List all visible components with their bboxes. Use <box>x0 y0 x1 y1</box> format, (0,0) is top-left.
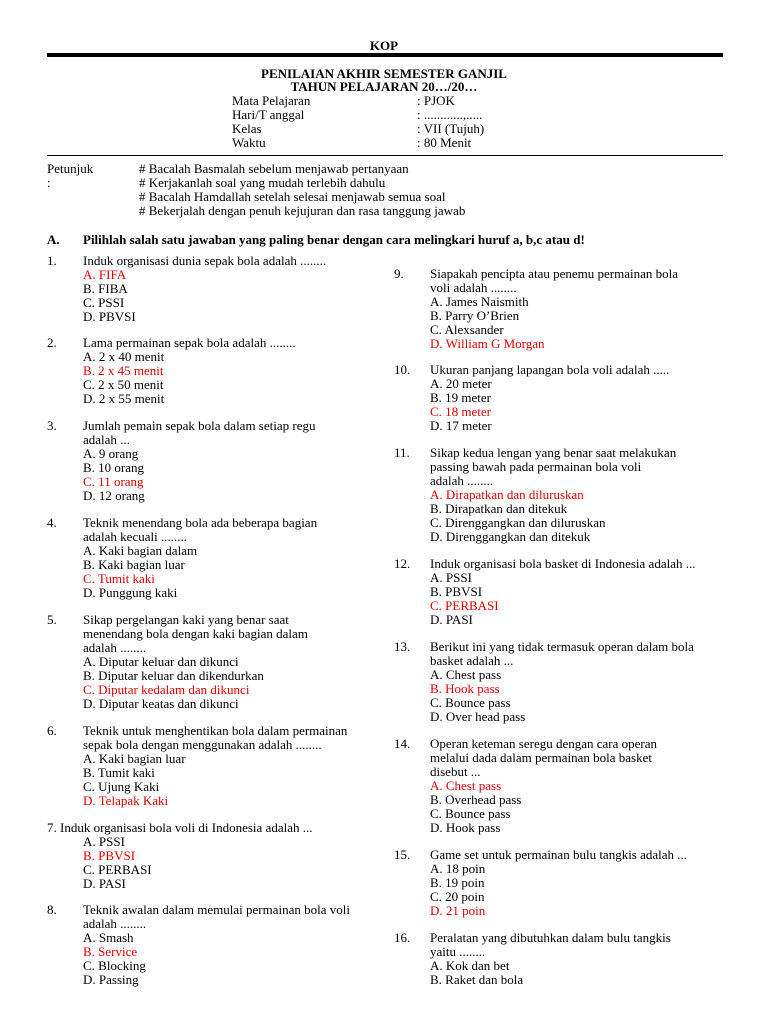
answer-option-correct: B. Service <box>83 944 138 959</box>
exam-meta <box>232 94 484 150</box>
answer-option-correct: D. 21 poin <box>430 903 486 918</box>
answer-option: B. FIBA <box>83 281 128 296</box>
exam-title: PENILAIAN AKHIR SEMESTER GANJIL <box>261 66 507 81</box>
question-text: Siapakah pencipta atau penemu permainan bola <box>430 266 678 281</box>
question-8 <box>47 903 350 987</box>
question-number: 13. <box>394 639 411 654</box>
question-15 <box>394 848 687 918</box>
answer-option: D. PASI <box>83 876 126 891</box>
answer-option-correct: B. 2 x 45 menit <box>83 363 164 378</box>
question-number: 5. <box>47 612 57 627</box>
answer-option-correct: C. Tumit kaki <box>83 571 155 586</box>
answer-option: B. Tumit kaki <box>83 765 155 780</box>
question-14 <box>394 737 657 835</box>
answer-option-correct: B. Hook pass <box>430 681 500 696</box>
answer-option: A. Kaki bagian dalam <box>83 543 198 558</box>
answer-option: C. Bounce pass <box>430 695 511 710</box>
answer-option: C. PERBASI <box>83 862 152 877</box>
answer-option: B. Raket dan bola <box>430 972 524 987</box>
question-text: Game set untuk permainan bulu tangkis adalah ... <box>430 847 688 862</box>
question-number: 10. <box>394 362 411 377</box>
question-11 <box>394 446 676 544</box>
answer-option: D. Direnggangkan dan ditekuk <box>430 529 591 544</box>
answer-option-correct: D. Telapak Kaki <box>83 793 169 808</box>
answer-options <box>83 835 312 891</box>
meta-value: : VII (Tujuh) <box>417 121 485 136</box>
answer-option: B. 19 poin <box>430 875 485 890</box>
question-5 <box>47 613 308 711</box>
answer-options <box>83 268 326 324</box>
answer-option: C. Direnggangkan dan diluruskan <box>430 515 606 530</box>
answer-option: A. 9 orang <box>83 446 139 461</box>
answer-option: C. 20 poin <box>430 889 485 904</box>
question-number: 4. <box>47 515 57 530</box>
question-text: voli adalah ........ <box>430 280 517 295</box>
instruction-item: # Bacalah Hamdallah setelah selesai menjawab semua soal <box>139 189 446 204</box>
meta-label: Mata Pelajaran <box>232 93 311 108</box>
kop-header: KOP <box>369 38 399 53</box>
question-text: adalah ........ <box>83 640 147 655</box>
header-thin-rule <box>47 155 723 156</box>
question-number: 12. <box>394 556 411 571</box>
meta-value: : 80 Menit <box>417 135 472 150</box>
answer-options <box>430 295 678 351</box>
answer-option: C. Alexsander <box>430 322 504 337</box>
answer-option: B. 19 meter <box>430 390 492 405</box>
section-instruction: Pilihlah salah satu jawaban yang paling benar dengan cara melingkari huruf a, b,c atau d! <box>83 232 585 247</box>
meta-row-date <box>232 108 484 122</box>
question-number: 1. <box>47 253 57 268</box>
answer-option: D. 2 x 55 menit <box>83 391 165 406</box>
answer-option: A. Smash <box>83 930 134 945</box>
answer-option: A. James Naismith <box>430 294 529 309</box>
answer-option-correct: D. William G Morgan <box>430 336 545 351</box>
question-2 <box>47 336 296 406</box>
meta-row-class <box>232 122 484 136</box>
answer-option: C. Blocking <box>83 958 146 973</box>
answer-option: D. Punggung kaki <box>83 585 178 600</box>
question-text: Lama permainan sepak bola adalah ........ <box>83 335 296 350</box>
meta-row-subject <box>232 94 484 108</box>
answer-option: D. Diputar keatas dan dikunci <box>83 696 239 711</box>
answer-options <box>430 959 671 987</box>
answer-option: B. Diputar keluar dan dikendurkan <box>83 668 264 683</box>
instructions-list <box>139 162 465 218</box>
answer-options <box>83 655 308 711</box>
question-12 <box>394 557 695 627</box>
question-3 <box>47 419 315 503</box>
question-text: adalah kecuali ........ <box>83 529 187 544</box>
answer-option-correct: C. Diputar kedalam dan dikunci <box>83 682 250 697</box>
answer-option: D. PASI <box>430 612 473 627</box>
answer-option: A. Chest pass <box>430 667 502 682</box>
question-number: 15. <box>394 847 411 862</box>
answer-option-correct: A. Dirapatkan dan diluruskan <box>430 487 584 502</box>
question-text: Berikut ini yang tidak termasuk operan dalam bola <box>430 639 694 654</box>
instruction-item: # Bekerjalah dengan penuh kejujuran dan rasa tanggung jawab <box>139 203 466 218</box>
question-number: 6. <box>47 723 57 738</box>
question-16 <box>394 931 671 987</box>
answer-option-correct: B. PBVSI <box>83 848 136 863</box>
section-a-heading <box>47 232 585 248</box>
question-text: Peralatan yang dibutuhkan dalam bulu tangkis <box>430 930 671 945</box>
question-text: Jumlah pemain sepak bola dalam setiap regu <box>83 418 316 433</box>
meta-row-time <box>232 136 484 150</box>
answer-options <box>430 377 669 433</box>
answer-options <box>430 779 657 835</box>
answer-option: A. Diputar keluar dan dikunci <box>83 654 239 669</box>
question-1 <box>47 254 326 324</box>
answer-options <box>83 447 315 503</box>
answer-option: A. PSSI <box>83 834 125 849</box>
question-text: Teknik awalan dalam memulai permainan bola voli <box>83 902 350 917</box>
question-13 <box>394 640 694 724</box>
question-number: 11. <box>394 445 410 460</box>
answer-option: C. 2 x 50 menit <box>83 377 164 392</box>
answer-options <box>83 350 296 406</box>
question-text: Teknik menendang bola ada beberapa bagian <box>83 515 318 530</box>
question-text: Induk organisasi bola basket di Indonesia adalah ... <box>430 556 696 571</box>
answer-option: A. 2 x 40 menit <box>83 349 165 364</box>
answer-option: A. Kaki bagian luar <box>83 751 186 766</box>
meta-label: Waktu <box>232 135 266 150</box>
answer-option-correct: C. 11 orang <box>83 474 144 489</box>
answer-options <box>430 862 687 918</box>
question-text: 7. Induk organisasi bola voli di Indonesia adalah ... <box>47 820 313 835</box>
answer-option: D. Passing <box>83 972 139 987</box>
answer-option: D. Over head pass <box>430 709 526 724</box>
question-text: disebut ... <box>430 764 481 779</box>
question-text: passing bawah pada permainan bola voli <box>430 459 642 474</box>
meta-value: : ............,..... <box>417 107 483 122</box>
question-text: menendang bola dengan kaki bagian dalam <box>83 626 308 641</box>
answer-option: C. PSSI <box>83 295 125 310</box>
question-7 <box>47 821 312 891</box>
instruction-item: # Bacalah Basmalah sebelum menjawab pertanyaan <box>139 161 409 176</box>
answer-option: B. 10 orang <box>83 460 145 475</box>
answer-option: B. Parry O’Brien <box>430 308 520 323</box>
meta-label: Hari/T anggal <box>232 107 305 122</box>
header-thick-rule <box>47 53 723 57</box>
answer-option: A. 20 meter <box>430 376 492 391</box>
answer-option: D. PBVSI <box>83 309 136 324</box>
answer-options <box>430 668 694 724</box>
answer-options <box>83 752 347 808</box>
meta-label: Kelas <box>232 121 262 136</box>
answer-option: D. Hook pass <box>430 820 501 835</box>
answer-options <box>83 931 350 987</box>
question-text: adalah ........ <box>430 473 494 488</box>
meta-value: : PJOK <box>417 93 455 108</box>
question-number: 9. <box>394 266 404 281</box>
answer-option: D. 17 meter <box>430 418 492 433</box>
answer-option-correct: C. 18 meter <box>430 404 492 419</box>
section-letter: A. <box>47 232 60 247</box>
answer-option: A. 18 poin <box>430 861 486 876</box>
answer-option: B. Dirapatkan dan ditekuk <box>430 501 568 516</box>
question-number: 3. <box>47 418 57 433</box>
answer-option: A. PSSI <box>430 570 472 585</box>
question-text: basket adalah ... <box>430 653 514 668</box>
answer-option: B. Kaki bagian luar <box>83 557 185 572</box>
question-text: Teknik untuk menghentikan bola dalam permainan <box>83 723 348 738</box>
question-text: Sikap pergelangan kaki yang benar saat <box>83 612 289 627</box>
question-10 <box>394 363 669 433</box>
answer-option: B. Overhead pass <box>430 792 522 807</box>
question-4 <box>47 516 317 600</box>
instructions-label: Petunjuk : <box>47 161 94 190</box>
instruction-item: # Kerjakanlah soal yang mudah terlebih dahulu <box>139 175 386 190</box>
academic-year: TAHUN PELAJARAN 20…/20… <box>290 79 478 94</box>
question-number: 2. <box>47 335 57 350</box>
question-text: sepak bola dengan menggunakan adalah ........ <box>83 737 322 752</box>
question-text: Operan keteman seregu dengan cara operan <box>430 736 658 751</box>
question-6 <box>47 724 347 808</box>
question-text: Induk organisasi dunia sepak bola adalah ........ <box>83 253 327 268</box>
answer-option: C. Ujung Kaki <box>83 779 160 794</box>
answer-option: A. Kok dan bet <box>430 958 510 973</box>
answer-option: D. 12 orang <box>83 488 145 503</box>
answer-options <box>430 488 676 544</box>
answer-options <box>83 544 317 600</box>
question-9 <box>394 267 678 351</box>
answer-option-correct: C. PERBASI <box>430 598 499 613</box>
question-text: adalah ........ <box>83 916 147 931</box>
question-text: melalui dada dalam permainan bola basket <box>430 750 652 765</box>
answer-options <box>430 571 695 627</box>
question-text: adalah ... <box>83 432 130 447</box>
answer-option-correct: A. Chest pass <box>430 778 502 793</box>
answer-option: B. PBVSI <box>430 584 483 599</box>
answer-option-correct: A. FIFA <box>83 267 127 282</box>
question-number: 16. <box>394 930 411 945</box>
question-number: 8. <box>47 902 57 917</box>
question-text: Ukuran panjang lapangan bola voli adalah ..... <box>430 362 670 377</box>
question-text: yaitu ........ <box>430 944 486 959</box>
question-text: Sikap kedua lengan yang benar saat melakukan <box>430 445 677 460</box>
question-number: 14. <box>394 736 411 751</box>
answer-option: C. Bounce pass <box>430 806 511 821</box>
